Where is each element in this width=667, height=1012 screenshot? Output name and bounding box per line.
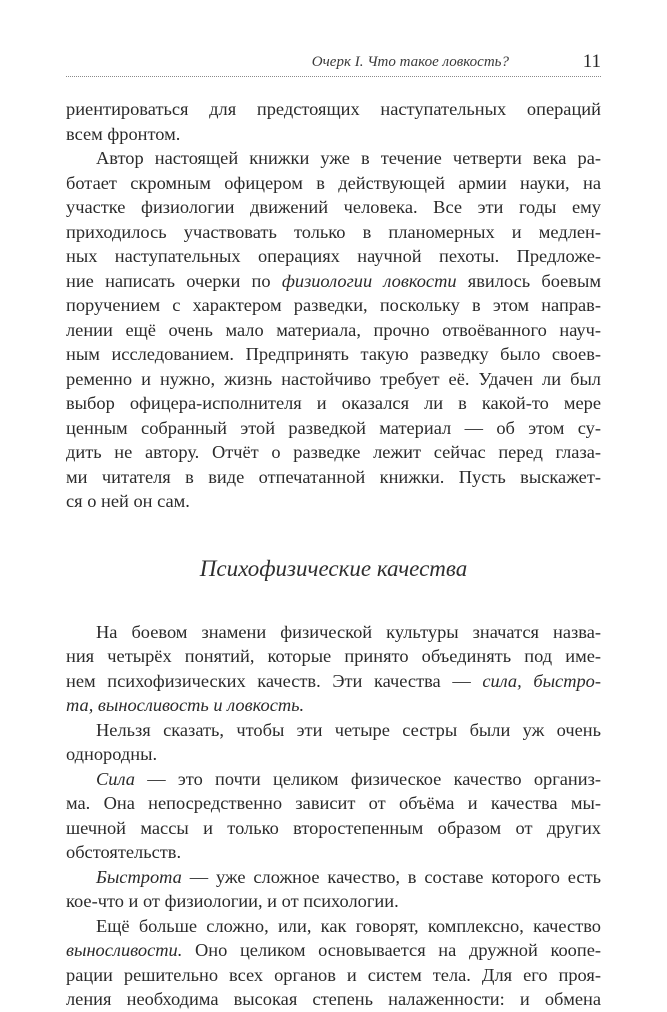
text-line: ми читателя в виде отпечатанной книжки. Пусть выскажет-: [66, 466, 601, 487]
paragraph-5: [66, 767, 601, 865]
text-line: выбор офицера-исполнителя и оказался ли в какой-то мере: [66, 393, 601, 413]
text-line: На боевом знамени физической культуры значатся назва-: [96, 621, 601, 642]
text-line: ся о ней он сам.: [66, 491, 190, 511]
text-line: Нельзя сказать, чтобы эти четыре сестры были уж очень: [96, 719, 601, 740]
emphasis-text: сила, быстро-: [482, 670, 601, 691]
paragraph-3: [66, 620, 601, 718]
emphasis-text: выносливости.: [66, 940, 183, 960]
text-line: риентироваться для предстоящих наступательных операций: [66, 99, 601, 119]
text-line: ния четырёх понятий, которые принято объединять под име-: [66, 646, 601, 666]
emphasis-text: физиологии ловкости: [281, 270, 457, 291]
text-line: однородны.: [66, 744, 158, 764]
paragraph-1: [66, 97, 601, 146]
text-line: всем фронтом.: [66, 123, 181, 144]
paragraph-7: [66, 914, 601, 1012]
paragraph-4: [66, 718, 601, 767]
section-heading: Психофизические качества: [199, 555, 468, 581]
text-line: рации решительно всех органов и систем тела. Для его проя-: [66, 964, 601, 985]
text-line: кое-что и от физиологии, и от психологии.: [66, 891, 399, 911]
text-line: ления необходима высокая степень налаженности: и обмена: [66, 989, 601, 1009]
emphasis-text: Быстрота: [96, 866, 182, 887]
text-span: — уже сложное качество, в составе которого есть: [181, 866, 601, 887]
text-line: [66, 669, 601, 694]
text-line: обстоятельств.: [66, 842, 182, 862]
text-line: Ещё больше сложно, или, как говорят, комплексно, качество: [96, 915, 601, 936]
text-line: дить не автору. Отчёт о разведке лежит сейчас перед глаза-: [66, 442, 601, 462]
text-line: участке физиологии движений человека. Все эти годы ему: [66, 197, 601, 217]
text-line: ценным собранный этой разведкой материал — об этом су-: [66, 417, 601, 438]
text-span: — это почти целиком физическое качество организ-: [134, 768, 601, 789]
paragraph-2: [66, 146, 601, 514]
text-line: [66, 938, 601, 963]
text-line: ма. Она непосредственно зависит от объёма и качества мы-: [66, 793, 601, 813]
text-line: [66, 693, 601, 718]
text-span: Оно целиком основывается на дружной коопе-: [182, 940, 601, 960]
text-line: поручением с характером разведки, поскольку в этом направ-: [66, 295, 601, 315]
text-span: явилось боевым: [456, 270, 601, 291]
emphasis-text: Сила: [96, 768, 135, 789]
text-line: [66, 767, 601, 792]
running-header: [66, 48, 601, 77]
text-line: лении ещё очень мало материала, прочно отвоёванного науч-: [66, 319, 601, 340]
text-line: приходилось участвовать только в планомерных и медлен-: [66, 221, 601, 242]
text-line: Автор настоящей книжки уже в течение четверти века ра-: [96, 148, 601, 168]
text-line: ных наступательных операциях научной пехоты. Предложе-: [66, 246, 601, 266]
text-line: шечной массы и только второстепенным образом от других: [66, 817, 601, 838]
text-line: ботает скромным офицером в действующей армии науки, на: [66, 172, 601, 193]
running-title: Очерк I. Что такое ловкость?: [311, 54, 509, 70]
text-line: ременно и нужно, жизнь настойчиво требует её. Удачен ли был: [66, 368, 601, 389]
page-body: [66, 97, 601, 1012]
page-number: 11: [582, 51, 601, 72]
emphasis-text: та, выносливость и ловкость.: [66, 695, 305, 715]
text-span: ние написать очерки по: [66, 270, 282, 291]
text-line: ным исследованием. Предпринять такую разведку было своев-: [66, 344, 601, 364]
text-line: [66, 865, 601, 890]
text-span: нем психофизических качеств. Эти качества —: [66, 670, 483, 691]
paragraph-6: [66, 865, 601, 914]
text-line: [66, 269, 601, 294]
